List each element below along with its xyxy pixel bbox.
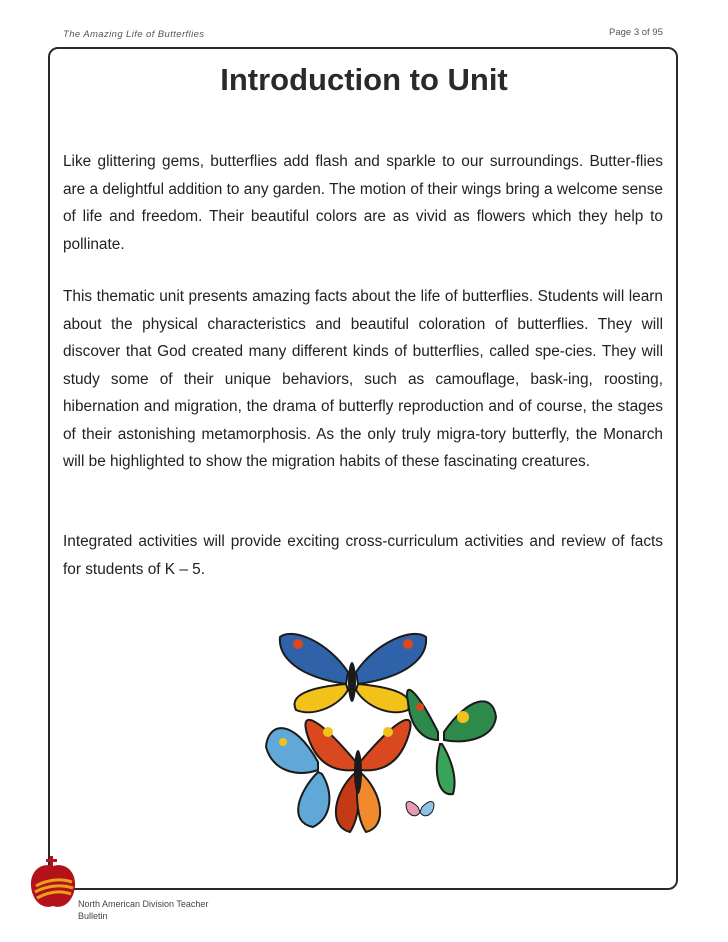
apple-cross-logo <box>28 856 78 916</box>
running-title: The Amazing Life of Butterflies <box>63 29 205 40</box>
butterfly-green <box>407 690 496 794</box>
page-title: Introduction to Unit <box>220 62 508 97</box>
intro-paragraph-1: Like glittering gems, butterflies add flash and sparkle to our surroundings. Butter-flies are a delightful addition to any garden. The motion of their wings bring a welcome sense of life and freedom. Their beautiful colors are as vivid as flowers which they help to pollinate. <box>63 153 663 253</box>
intro-paragraph-3: Integrated activities will provide exciting cross-curriculum activities and review of facts for students of K – 5. <box>63 533 663 578</box>
publisher-footer: North American Division Teacher Bulletin <box>78 899 209 921</box>
intro-paragraph-2: This thematic unit presents amazing facts about the life of butterflies. Students will learn about the physical characteristics and beautiful coloration of butterflies. They will discover that God created many different kinds of butterflies, called spe-cies. They will study some of their unique behaviors, such as camouflage, bask-ing, roosting, hibernation and migration, the drama of butterfly reproduction and of course, the stages of their astonishing metamorphosis. As the only truly migra-tory butterfly, the Monarch will be highlighted to show the migration habits of these fascinating creatures. <box>63 288 663 470</box>
butterfly-blue-yellow <box>280 634 426 712</box>
butterflies-illustration <box>258 622 508 844</box>
butterfly-small-pink <box>406 802 434 816</box>
page-number: Page 3 of 95 <box>609 27 663 38</box>
